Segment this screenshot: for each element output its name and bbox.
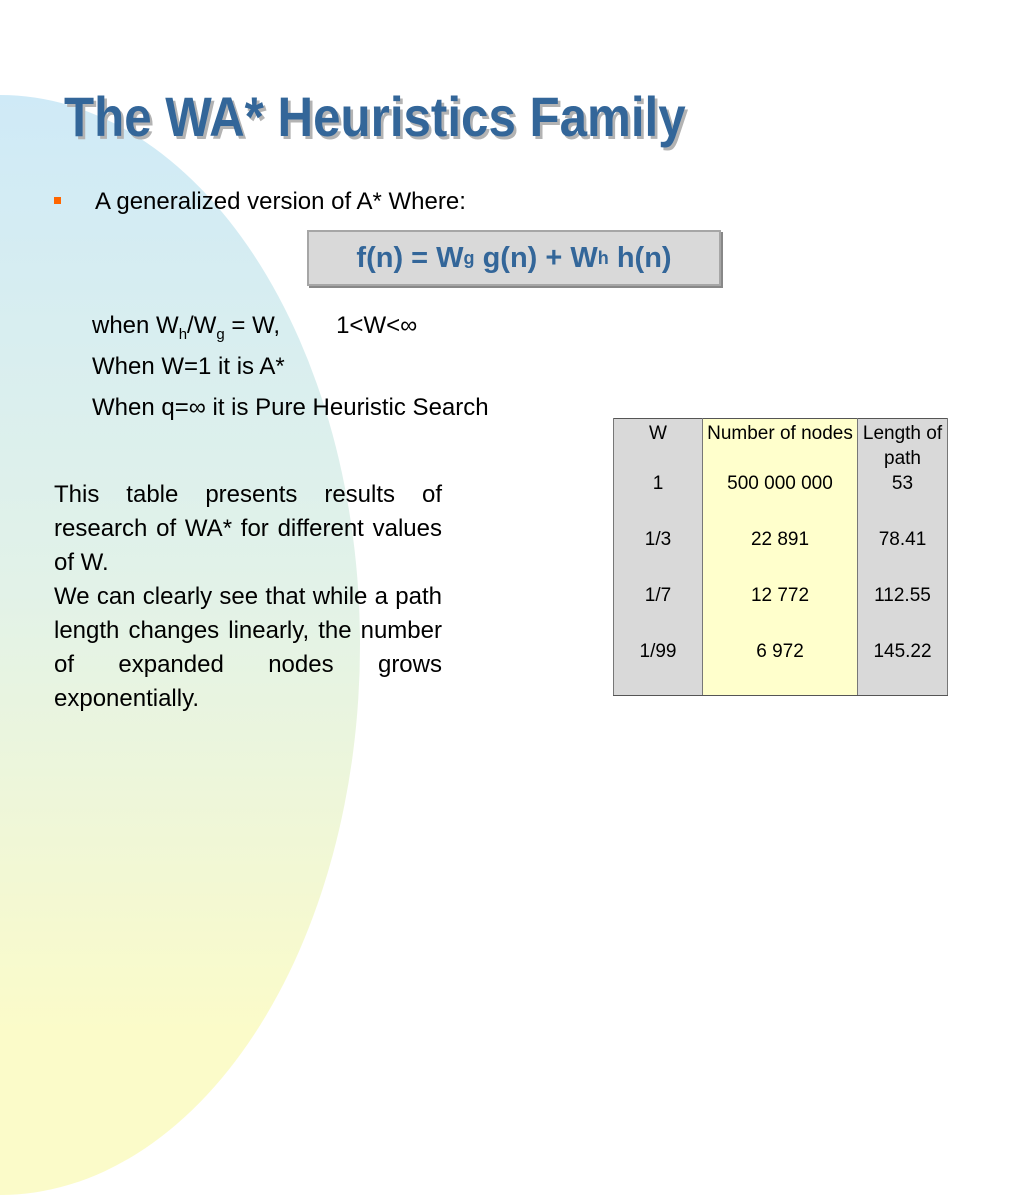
table-spacer-row bbox=[614, 499, 948, 527]
cond1-sub-h: h bbox=[178, 325, 188, 343]
formula-sub-h: h bbox=[597, 247, 609, 268]
cell-w: 1/7 bbox=[614, 583, 703, 611]
header-w: W bbox=[614, 419, 703, 472]
header-length: Length of path bbox=[858, 419, 948, 472]
formula-part-end: h(n) bbox=[608, 241, 672, 274]
bullet-text: A generalized version of A* Where: bbox=[95, 188, 466, 215]
cell-nodes: 12 772 bbox=[703, 583, 858, 611]
cond1-suffix: = W, bbox=[224, 312, 281, 339]
cell-nodes: 22 891 bbox=[703, 527, 858, 555]
table-spacer-row bbox=[614, 611, 948, 639]
formula-box bbox=[307, 230, 721, 286]
table-header-row bbox=[614, 419, 948, 472]
description-paragraph-2: We can clearly see that while a path length changes linearly, the number of expanded nodes grows exponentially. bbox=[54, 583, 442, 712]
table-spacer-row bbox=[614, 555, 948, 583]
header-nodes: Number of nodes bbox=[703, 419, 858, 472]
cell-length: 53 bbox=[858, 471, 948, 499]
cell-length: 112.55 bbox=[858, 583, 948, 611]
table-row bbox=[614, 583, 948, 611]
cond1-slash: /W bbox=[187, 312, 217, 339]
table-row bbox=[614, 527, 948, 555]
condition-line-2: When W=1 it is A* bbox=[92, 353, 285, 380]
description-paragraph-1: This table presents results of research of WA* for different values of W. bbox=[54, 481, 442, 576]
cond1-range: 1<W<∞ bbox=[336, 312, 418, 339]
cell-length: 78.41 bbox=[858, 527, 948, 555]
cond1-prefix: when W bbox=[92, 312, 179, 339]
cond1-sub-g: g bbox=[216, 325, 225, 343]
description-text bbox=[54, 478, 442, 716]
cell-length: 145.22 bbox=[858, 639, 948, 667]
slide-title: The WA* Heuristics Family bbox=[64, 85, 686, 148]
table-row bbox=[614, 471, 948, 499]
formula-part-mid: g(n) + W bbox=[474, 241, 598, 274]
bullet-item bbox=[54, 188, 466, 216]
condition-line-1 bbox=[92, 312, 417, 343]
formula-part-f: f(n) = W bbox=[356, 241, 464, 274]
table-row bbox=[614, 639, 948, 667]
bullet-square-icon bbox=[54, 197, 61, 204]
condition-line-3: When q=∞ it is Pure Heuristic Search bbox=[92, 394, 489, 421]
cell-w: 1/99 bbox=[614, 639, 703, 667]
cell-nodes: 6 972 bbox=[703, 639, 858, 667]
formula-sub-g: g bbox=[463, 247, 475, 268]
results-table bbox=[613, 418, 948, 696]
cell-w: 1 bbox=[614, 471, 703, 499]
cell-nodes: 500 000 000 bbox=[703, 471, 858, 499]
table-spacer-row bbox=[614, 667, 948, 696]
cell-w: 1/3 bbox=[614, 527, 703, 555]
